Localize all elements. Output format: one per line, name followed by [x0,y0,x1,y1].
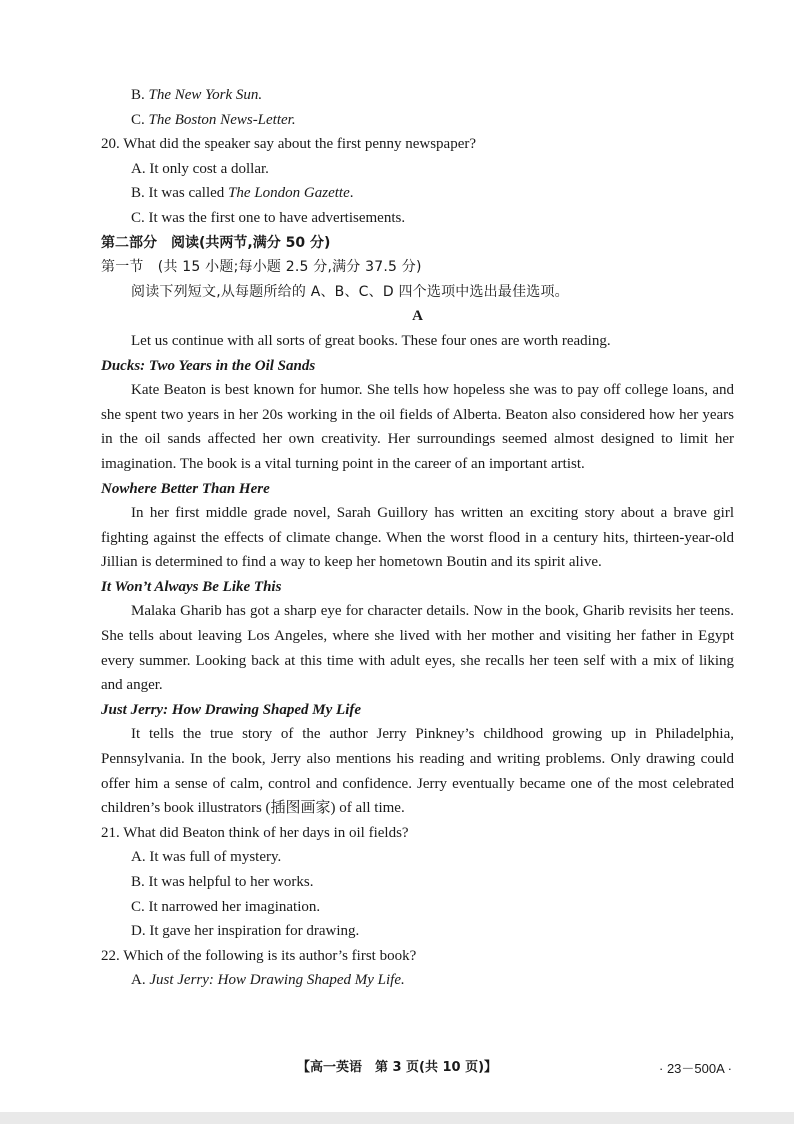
q20-stem: 20. What did the speaker say about the first penny newspaper? [101,136,477,153]
q21-option-a: A. It was full of mystery. [131,849,282,866]
q20-option-c: C. It was the first one to have advertisements. [131,209,406,226]
book-title-nowhere: Nowhere Better Than Here [101,480,270,497]
q19-option-b-text: The New York Sun. [148,87,263,103]
q19-option-c-text: The Boston News-Letter. [148,111,296,128]
q19-option-b: B. The New York Sun. [131,87,263,103]
part2-heading: 第二部分 阅读(共两节,满分 50 分) [101,234,331,251]
book-body-ducks: Kate Beaton is best known for humor. She tells how hopeless she was to pay off college loans, and she spent two years in her 20s working in the oil fields of Alberta. Beaton also considered how her years in the oil sands affected her own creativity. Her surroundings seemed almost designed to limit her imagination. The book is a vital turning point in the career of an important artist. [101,382,734,472]
section1-heading: 第一节 (共 15 小题;每小题 2.5 分,满分 37.5 分) [101,259,422,276]
q22-option-a: A. Just Jerry: How Drawing Shaped My Life. [131,972,405,989]
q21-stem: 21. What did Beaton think of her days in oil fields? [101,824,409,841]
q19-option-c: C. The Boston News-Letter. [131,111,296,128]
page-footer: 【高一英语 第 3 页(共 10 页)】 [296,1060,498,1075]
passage-intro: Let us continue with all sorts of great books. These four ones are worth reading. [131,332,611,349]
page-content [101,83,734,993]
q22-stem: 22. Which of the following is its author’s first book? [101,947,417,964]
passage-label: A [412,308,423,325]
book-title-just-jerry: Just Jerry: How Drawing Shaped My Life [101,701,362,718]
book-title-ducks: Ducks: Two Years in the Oil Sands [101,357,316,374]
book-body-it-wont: Malaka Gharib has got a sharp eye for character details. Now in the book, Gharib revisits her teens. She tells about leaving Los Angeles, where she lived with her mother and visiting her father in Egypt every summer. Looking back at this time with adult eyes, she recalls her teen self with a mix of liking and anger. [101,603,734,694]
scan-edge [0,1112,794,1124]
q20-option-b: B. It was called The London Gazette. [131,185,354,202]
section1-instruction: 阅读下列短文,从每题所给的 A、B、C、D 四个选项中选出最佳选项。 [131,283,569,300]
q20-option-a: A. It only cost a dollar. [131,160,269,177]
book-body-nowhere: In her first middle grade novel, Sarah Guillory has written an exciting story about a brave girl fighting against the effects of climate change. When the worst flood in a century hits, thirteen-year-old Jillian is determined to find a way to keep her hometown Boutin and its spirit alive. [101,505,734,571]
q21-option-c: C. It narrowed her imagination. [131,898,321,915]
q21-option-d: D. It gave her inspiration for drawing. [131,923,360,940]
book-title-it-wont: It Won’t Always Be Like This [101,578,282,595]
book-body-just-jerry: It tells the true story of the author Jerry Pinkney’s childhood growing up in Philadelphia, Pennsylvania. In the book, Jerry also mentions his reading and writing problems. Only drawing could offer him a sense of calm, control and confidence. Jerry eventually became one of the most celebrated children’s book illustrators (插图画家) of all time. [101,726,734,817]
q21-option-b: B. It was helpful to her works. [131,874,314,890]
paper-code: · 23－500A · [659,1061,732,1076]
